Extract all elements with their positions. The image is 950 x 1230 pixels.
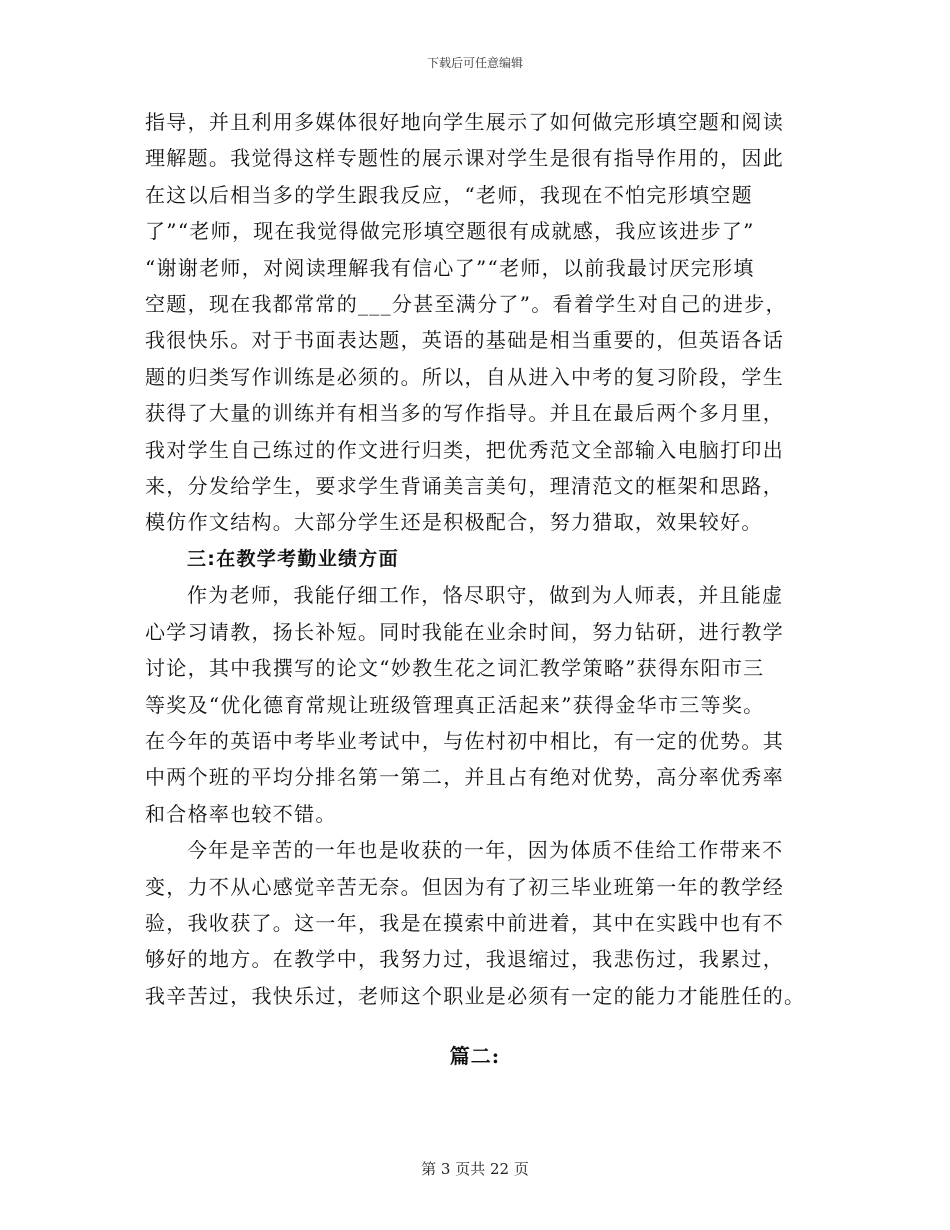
paragraph-work-performance: 作为老师，我能仔细工作，恪尽职守，做到为人师表，并且能虚 心学习请教，扬长补短。同时我能在业余时间，努力钻研，进行教学 讨论，其中我撰写的论文“妙教生花之词汇教学策略”获得东阳市三 等奖及“优化德育常规让班级管理真正活起来”获得金华市三等奖。 在今年的英语中考毕业考试中，与佐村初中相比，有一定的优势。其 中两个班的平均分排名第一第二，并且占有绝对优势，高分率优秀率 和合格率也较不错。 xyxy=(145,583,784,826)
paragraph-teaching-guidance: 指导，并且利用多媒体很好地向学生展示了如何做完形填空题和阅读 理解题。我觉得这样专题性的展示课对学生是很有指导作用的，因此 在这以后相当多的学生跟我反应，“老师，我现在不怕完形填空题 了”“老师，现在我觉得做完形填空题很有成就感，我应该进步了” “谢谢老师，对阅读理解我有信心了”“老师，以前我最讨厌完形填 空题，现在我都常常的___分甚至满分了”。看着学生对自己的进步， 我很快乐。对于书面表达题，英语的基础是相当重要的，但英语各话 题的归类写作训练是必须的。所以，自从进入中考的复习阶段，学生 获得了大量的训练并有相当多的写作指导。并且在最后两个多月里， 我对学生自己练过的作文进行归类，把优秀范文全部输入电脑打印出 来，分发给学生，要求学生背诵美言美句，理清范文的框架和思路， 模仿作文结构。大部分学生还是积极配合，努力猎取，效果较好。 xyxy=(145,110,787,535)
document-body xyxy=(145,104,810,1014)
part-title: 篇二: xyxy=(449,1044,501,1068)
section-heading-attendance: 三:在教学考勤业绩方面 xyxy=(187,547,399,570)
page-footer: 第 3 页共 22 页 xyxy=(421,1160,529,1178)
paragraph-year-summary: 今年是辛苦的一年也是收获的一年，因为体质不佳给工作带来不 变，力不从心感觉辛苦无奈。但因为有了初三毕业班第一年的教学经 验，我收获了。这一年，我是在摸索中前进着，其中在实践中也有不 够好的地方。在教学中，我努力过，我退缩过，我悲伤过，我累过， 我辛苦过，我快乐过，老师这个职业是必须有一定的能力才能胜任的。 xyxy=(145,838,806,1008)
page-header: 下载后可任意编辑 xyxy=(426,56,523,70)
